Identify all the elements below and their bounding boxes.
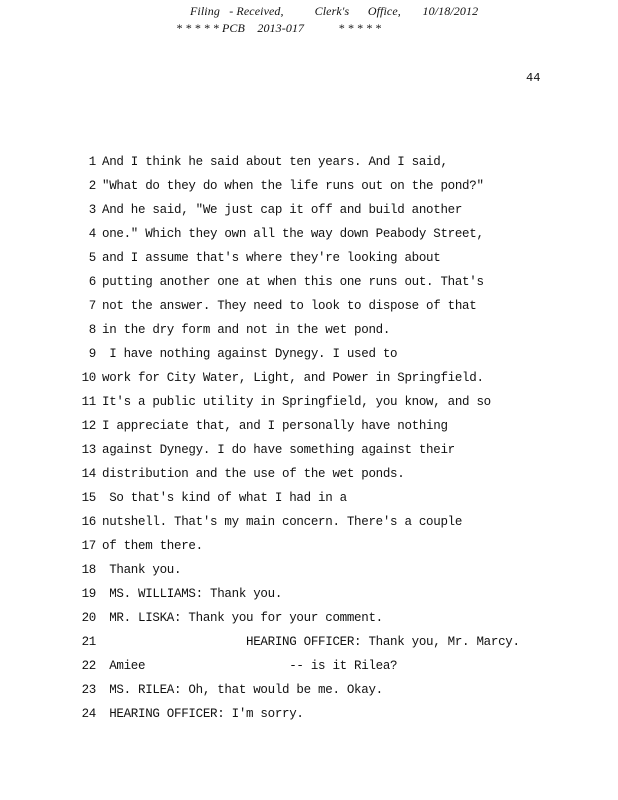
line-number: 22 bbox=[81, 659, 96, 673]
line-text: "What do they do when the life runs out on the pond?" bbox=[102, 179, 484, 193]
line-number: 21 bbox=[81, 635, 96, 649]
line-number: 15 bbox=[81, 491, 96, 505]
line-text: not the answer. They need to look to dispose of that bbox=[102, 299, 477, 313]
line-text: work for City Water, Light, and Power in Springfield. bbox=[102, 371, 484, 385]
line-number: 16 bbox=[81, 515, 96, 529]
line-text: and I assume that's where they're looking about bbox=[102, 251, 441, 265]
line-text: I appreciate that, and I personally have nothing bbox=[102, 419, 448, 433]
line-text: I have nothing against Dynegy. I used to bbox=[102, 347, 398, 361]
line-number: 20 bbox=[81, 611, 96, 625]
line-number: 9 bbox=[88, 347, 96, 361]
line-number: 19 bbox=[81, 587, 96, 601]
line-number: 13 bbox=[81, 443, 96, 457]
line-number: 12 bbox=[81, 419, 96, 433]
line-text: Thank you. bbox=[102, 563, 182, 577]
line-number: 8 bbox=[88, 323, 96, 337]
line-number: 23 bbox=[81, 683, 96, 697]
line-number: 6 bbox=[88, 275, 96, 289]
page-number: 44 bbox=[526, 71, 541, 85]
line-text: putting another one at when this one runs out. That's bbox=[102, 275, 484, 289]
line-number: 1 bbox=[88, 155, 96, 169]
line-number: 5 bbox=[88, 251, 96, 265]
filing-header-line-1: Filing - Received, Clerk's Office, 10/18/2012 bbox=[190, 4, 479, 18]
line-number: 18 bbox=[81, 563, 96, 577]
line-text: So that's kind of what I had in a bbox=[102, 491, 347, 505]
line-text: HEARING OFFICER: I'm sorry. bbox=[102, 707, 304, 721]
line-text: MR. LISKA: Thank you for your comment. bbox=[102, 611, 383, 625]
line-text: It's a public utility in Springfield, you know, and so bbox=[102, 395, 491, 409]
line-number: 11 bbox=[81, 395, 96, 409]
line-text: of them there. bbox=[102, 539, 203, 553]
line-number: 7 bbox=[88, 299, 96, 313]
line-text: against Dynegy. I do have something against their bbox=[102, 443, 455, 457]
line-text: nutshell. That's my main concern. There's a couple bbox=[102, 515, 463, 529]
line-text: HEARING OFFICER: Thank you, Mr. Marcy. bbox=[102, 635, 520, 649]
line-text: And he said, "We just cap it off and build another bbox=[102, 203, 463, 217]
line-text: distribution and the use of the wet ponds. bbox=[102, 467, 405, 481]
line-number: 24 bbox=[81, 707, 96, 721]
line-number: 10 bbox=[81, 371, 96, 385]
line-text: And I think he said about ten years. And I said, bbox=[102, 155, 448, 169]
line-text: one." Which they own all the way down Peabody Street, bbox=[102, 227, 484, 241]
line-number: 17 bbox=[81, 539, 96, 553]
line-text: MS. RILEA: Oh, that would be me. Okay. bbox=[102, 683, 383, 697]
line-number: 4 bbox=[88, 227, 96, 241]
line-number: 2 bbox=[88, 179, 96, 193]
filing-header-line-2: * * * * * PCB 2013-017 * * * * * bbox=[176, 21, 382, 35]
line-text: Amiee -- is it Rilea? bbox=[102, 659, 398, 673]
line-number: 3 bbox=[88, 203, 96, 217]
line-number: 14 bbox=[81, 467, 96, 481]
line-text: MS. WILLIAMS: Thank you. bbox=[102, 587, 283, 601]
line-text: in the dry form and not in the wet pond. bbox=[102, 323, 391, 337]
